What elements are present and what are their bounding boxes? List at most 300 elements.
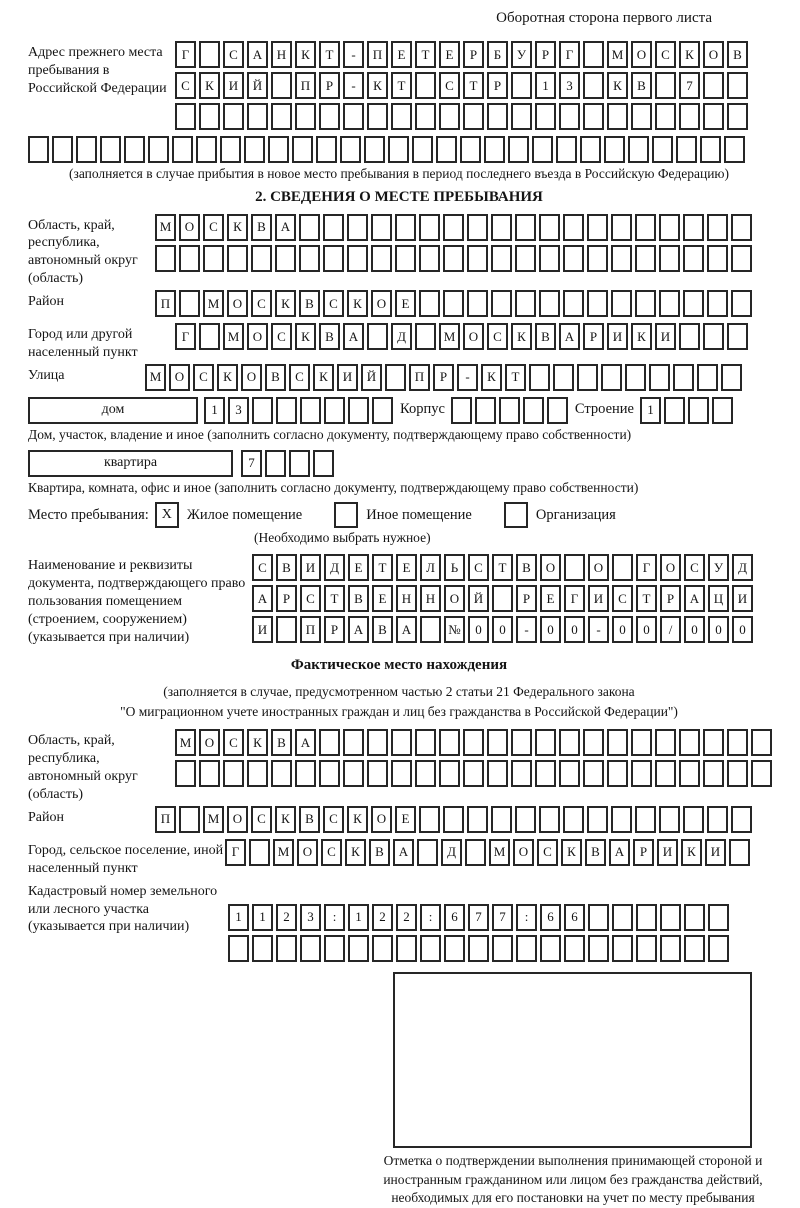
char-cell[interactable] (348, 397, 369, 424)
char-cell[interactable] (228, 935, 249, 962)
char-cell[interactable] (467, 214, 488, 241)
char-cell[interactable]: С (612, 585, 633, 612)
char-cell[interactable] (463, 760, 484, 787)
char-cell[interactable] (295, 760, 316, 787)
char-cell[interactable]: М (203, 290, 224, 317)
char-cell[interactable] (529, 364, 550, 391)
char-cell[interactable]: И (300, 554, 321, 581)
char-cell[interactable]: К (275, 290, 296, 317)
char-cell[interactable] (612, 935, 633, 962)
char-cell[interactable]: С (487, 323, 508, 350)
char-cell[interactable] (708, 904, 729, 931)
char-cell[interactable] (175, 103, 196, 130)
char-cell[interactable] (588, 935, 609, 962)
char-cell[interactable] (659, 806, 680, 833)
char-cell[interactable] (535, 760, 556, 787)
char-cell[interactable] (535, 103, 556, 130)
char-cell[interactable] (511, 729, 532, 756)
char-cell[interactable] (703, 72, 724, 99)
char-cell[interactable] (588, 904, 609, 931)
char-cell[interactable] (247, 760, 268, 787)
char-cell[interactable]: М (439, 323, 460, 350)
char-cell[interactable] (276, 616, 297, 643)
char-cell[interactable]: В (276, 554, 297, 581)
char-cell[interactable] (271, 103, 292, 130)
char-cell[interactable] (559, 760, 580, 787)
char-cell[interactable] (679, 103, 700, 130)
char-cell[interactable] (196, 136, 217, 163)
char-cell[interactable] (580, 136, 601, 163)
char-cell[interactable]: С (271, 323, 292, 350)
char-cell[interactable] (655, 72, 676, 99)
char-cell[interactable] (199, 323, 220, 350)
char-cell[interactable]: О (199, 729, 220, 756)
char-cell[interactable]: Ц (708, 585, 729, 612)
char-cell[interactable] (52, 136, 73, 163)
char-cell[interactable] (649, 364, 670, 391)
char-cell[interactable] (631, 729, 652, 756)
char-cell[interactable]: Е (540, 585, 561, 612)
char-cell[interactable]: Д (391, 323, 412, 350)
char-cell[interactable]: А (393, 839, 414, 866)
char-cell[interactable]: О (371, 806, 392, 833)
char-cell[interactable] (508, 136, 529, 163)
char-cell[interactable]: Т (319, 41, 340, 68)
char-cell[interactable]: К (607, 72, 628, 99)
char-cell[interactable] (295, 103, 316, 130)
char-cell[interactable]: Г (564, 585, 585, 612)
char-cell[interactable]: В (299, 806, 320, 833)
char-cell[interactable] (419, 806, 440, 833)
char-cell[interactable]: И (588, 585, 609, 612)
char-cell[interactable] (731, 806, 752, 833)
char-cell[interactable] (300, 397, 321, 424)
char-cell[interactable] (289, 450, 310, 477)
char-cell[interactable]: М (489, 839, 510, 866)
char-cell[interactable] (220, 136, 241, 163)
char-cell[interactable] (487, 760, 508, 787)
char-cell[interactable] (412, 136, 433, 163)
char-cell[interactable]: 0 (708, 616, 729, 643)
char-cell[interactable]: 2 (276, 904, 297, 931)
char-cell[interactable] (348, 935, 369, 962)
char-cell[interactable]: О (297, 839, 318, 866)
char-cell[interactable] (247, 103, 268, 130)
char-cell[interactable]: К (295, 323, 316, 350)
char-cell[interactable]: В (271, 729, 292, 756)
char-cell[interactable] (313, 450, 334, 477)
char-cell[interactable] (367, 323, 388, 350)
char-cell[interactable]: С (323, 290, 344, 317)
stay-option-organization-checkbox[interactable] (504, 502, 528, 528)
char-cell[interactable] (612, 904, 633, 931)
char-cell[interactable]: 0 (468, 616, 489, 643)
char-cell[interactable] (679, 729, 700, 756)
char-cell[interactable] (659, 290, 680, 317)
char-cell[interactable] (539, 806, 560, 833)
char-cell[interactable]: 0 (612, 616, 633, 643)
char-cell[interactable]: К (227, 214, 248, 241)
char-cell[interactable]: К (275, 806, 296, 833)
char-cell[interactable] (724, 136, 745, 163)
char-cell[interactable]: Т (372, 554, 393, 581)
char-cell[interactable] (175, 760, 196, 787)
char-cell[interactable] (751, 760, 772, 787)
char-cell[interactable] (636, 935, 657, 962)
char-cell[interactable] (547, 397, 568, 424)
char-cell[interactable] (319, 760, 340, 787)
char-cell[interactable]: Р (660, 585, 681, 612)
char-cell[interactable] (556, 136, 577, 163)
char-cell[interactable]: Р (433, 364, 454, 391)
char-cell[interactable] (583, 103, 604, 130)
char-cell[interactable]: А (684, 585, 705, 612)
char-cell[interactable]: Ь (444, 554, 465, 581)
char-cell[interactable] (636, 904, 657, 931)
char-cell[interactable]: Г (175, 323, 196, 350)
char-cell[interactable] (223, 760, 244, 787)
char-cell[interactable] (559, 103, 580, 130)
char-cell[interactable] (199, 760, 220, 787)
char-cell[interactable]: И (252, 616, 273, 643)
char-cell[interactable] (371, 214, 392, 241)
char-cell[interactable]: А (343, 323, 364, 350)
char-cell[interactable] (415, 760, 436, 787)
char-cell[interactable] (419, 214, 440, 241)
char-cell[interactable] (324, 935, 345, 962)
char-cell[interactable]: О (588, 554, 609, 581)
char-cell[interactable] (683, 245, 704, 272)
char-cell[interactable] (468, 935, 489, 962)
char-cell[interactable] (491, 214, 512, 241)
char-cell[interactable]: О (631, 41, 652, 68)
char-cell[interactable]: С (684, 554, 705, 581)
char-cell[interactable]: И (655, 323, 676, 350)
char-cell[interactable] (583, 41, 604, 68)
char-cell[interactable] (607, 760, 628, 787)
char-cell[interactable] (532, 136, 553, 163)
char-cell[interactable] (707, 214, 728, 241)
char-cell[interactable]: 0 (540, 616, 561, 643)
char-cell[interactable] (395, 214, 416, 241)
char-cell[interactable] (385, 364, 406, 391)
char-cell[interactable]: О (247, 323, 268, 350)
char-cell[interactable] (684, 935, 705, 962)
char-cell[interactable] (515, 290, 536, 317)
char-cell[interactable] (467, 290, 488, 317)
char-cell[interactable]: № (444, 616, 465, 643)
char-cell[interactable] (515, 806, 536, 833)
char-cell[interactable] (148, 136, 169, 163)
char-cell[interactable] (491, 806, 512, 833)
stay-option-residential-checkbox[interactable]: X (155, 502, 179, 528)
char-cell[interactable]: 7 (241, 450, 262, 477)
char-cell[interactable] (577, 364, 598, 391)
char-cell[interactable]: - (343, 72, 364, 99)
char-cell[interactable]: В (372, 616, 393, 643)
char-cell[interactable]: И (705, 839, 726, 866)
char-cell[interactable]: 1 (535, 72, 556, 99)
char-cell[interactable] (611, 806, 632, 833)
char-cell[interactable] (319, 729, 340, 756)
char-cell[interactable] (28, 136, 49, 163)
char-cell[interactable]: Г (636, 554, 657, 581)
char-cell[interactable] (372, 935, 393, 962)
char-cell[interactable]: Т (505, 364, 526, 391)
char-cell[interactable]: Н (420, 585, 441, 612)
char-cell[interactable] (635, 806, 656, 833)
char-cell[interactable]: К (511, 323, 532, 350)
char-cell[interactable] (499, 397, 520, 424)
char-cell[interactable] (587, 245, 608, 272)
char-cell[interactable]: С (175, 72, 196, 99)
char-cell[interactable]: О (227, 290, 248, 317)
char-cell[interactable]: 2 (396, 904, 417, 931)
char-cell[interactable]: Т (324, 585, 345, 612)
char-cell[interactable] (419, 290, 440, 317)
char-cell[interactable] (563, 245, 584, 272)
char-cell[interactable]: М (155, 214, 176, 241)
char-cell[interactable]: О (179, 214, 200, 241)
char-cell[interactable] (703, 760, 724, 787)
char-cell[interactable] (563, 290, 584, 317)
char-cell[interactable]: С (537, 839, 558, 866)
char-cell[interactable] (484, 136, 505, 163)
char-cell[interactable] (396, 935, 417, 962)
char-cell[interactable]: Е (439, 41, 460, 68)
char-cell[interactable] (467, 806, 488, 833)
char-cell[interactable]: М (203, 806, 224, 833)
char-cell[interactable]: С (439, 72, 460, 99)
char-cell[interactable]: А (396, 616, 417, 643)
char-cell[interactable]: С (300, 585, 321, 612)
char-cell[interactable]: У (511, 41, 532, 68)
char-cell[interactable]: И (607, 323, 628, 350)
char-cell[interactable]: С (321, 839, 342, 866)
char-cell[interactable] (664, 397, 685, 424)
char-cell[interactable]: Р (319, 72, 340, 99)
char-cell[interactable] (415, 323, 436, 350)
char-cell[interactable]: 7 (492, 904, 513, 931)
char-cell[interactable] (316, 136, 337, 163)
char-cell[interactable]: Б (487, 41, 508, 68)
char-cell[interactable] (611, 290, 632, 317)
char-cell[interactable]: 0 (732, 616, 753, 643)
char-cell[interactable] (443, 245, 464, 272)
char-cell[interactable] (340, 136, 361, 163)
char-cell[interactable] (467, 245, 488, 272)
char-cell[interactable]: Т (492, 554, 513, 581)
char-cell[interactable]: К (679, 41, 700, 68)
char-cell[interactable]: О (444, 585, 465, 612)
char-cell[interactable] (611, 214, 632, 241)
char-cell[interactable]: О (540, 554, 561, 581)
char-cell[interactable] (372, 397, 393, 424)
char-cell[interactable]: П (367, 41, 388, 68)
char-cell[interactable]: Й (468, 585, 489, 612)
char-cell[interactable]: Р (633, 839, 654, 866)
char-cell[interactable]: П (295, 72, 316, 99)
char-cell[interactable] (583, 72, 604, 99)
char-cell[interactable] (583, 729, 604, 756)
char-cell[interactable]: Д (732, 554, 753, 581)
char-cell[interactable] (523, 397, 544, 424)
char-cell[interactable]: У (708, 554, 729, 581)
char-cell[interactable]: С (223, 41, 244, 68)
char-cell[interactable] (300, 935, 321, 962)
char-cell[interactable] (516, 935, 537, 962)
char-cell[interactable] (463, 729, 484, 756)
char-cell[interactable]: А (559, 323, 580, 350)
char-cell[interactable]: М (175, 729, 196, 756)
char-cell[interactable] (487, 729, 508, 756)
char-cell[interactable]: М (273, 839, 294, 866)
char-cell[interactable] (415, 729, 436, 756)
char-cell[interactable] (721, 364, 742, 391)
char-cell[interactable]: Г (559, 41, 580, 68)
char-cell[interactable] (655, 760, 676, 787)
char-cell[interactable]: 1 (252, 904, 273, 931)
char-cell[interactable] (343, 729, 364, 756)
char-cell[interactable]: К (681, 839, 702, 866)
char-cell[interactable] (415, 103, 436, 130)
char-cell[interactable] (729, 839, 750, 866)
char-cell[interactable]: 6 (540, 904, 561, 931)
char-cell[interactable] (76, 136, 97, 163)
char-cell[interactable]: Р (516, 585, 537, 612)
char-cell[interactable] (347, 214, 368, 241)
char-cell[interactable] (319, 103, 340, 130)
char-cell[interactable] (679, 323, 700, 350)
char-cell[interactable] (688, 397, 709, 424)
char-cell[interactable] (251, 245, 272, 272)
char-cell[interactable]: 2 (372, 904, 393, 931)
char-cell[interactable]: К (295, 41, 316, 68)
char-cell[interactable]: : (420, 904, 441, 931)
char-cell[interactable]: К (631, 323, 652, 350)
char-cell[interactable] (367, 760, 388, 787)
char-cell[interactable] (731, 245, 752, 272)
char-cell[interactable]: И (657, 839, 678, 866)
char-cell[interactable]: К (199, 72, 220, 99)
char-cell[interactable] (539, 214, 560, 241)
char-cell[interactable]: А (609, 839, 630, 866)
char-cell[interactable] (631, 760, 652, 787)
char-cell[interactable]: В (516, 554, 537, 581)
char-cell[interactable]: Т (391, 72, 412, 99)
char-cell[interactable] (492, 585, 513, 612)
char-cell[interactable]: О (241, 364, 262, 391)
char-cell[interactable]: Е (348, 554, 369, 581)
char-cell[interactable]: В (585, 839, 606, 866)
char-cell[interactable]: 0 (492, 616, 513, 643)
char-cell[interactable] (451, 397, 472, 424)
char-cell[interactable]: С (251, 806, 272, 833)
char-cell[interactable] (684, 904, 705, 931)
char-cell[interactable]: 0 (684, 616, 705, 643)
char-cell[interactable]: В (265, 364, 286, 391)
char-cell[interactable]: П (155, 806, 176, 833)
char-cell[interactable]: Г (175, 41, 196, 68)
char-cell[interactable]: Т (415, 41, 436, 68)
char-cell[interactable]: П (155, 290, 176, 317)
char-cell[interactable]: Р (276, 585, 297, 612)
char-cell[interactable] (199, 41, 220, 68)
char-cell[interactable]: К (217, 364, 238, 391)
char-cell[interactable]: М (223, 323, 244, 350)
char-cell[interactable]: В (369, 839, 390, 866)
char-cell[interactable]: Е (395, 290, 416, 317)
char-cell[interactable] (655, 729, 676, 756)
char-cell[interactable] (727, 760, 748, 787)
char-cell[interactable] (751, 729, 772, 756)
char-cell[interactable]: Н (271, 41, 292, 68)
char-cell[interactable] (659, 214, 680, 241)
char-cell[interactable]: - (457, 364, 478, 391)
char-cell[interactable] (535, 729, 556, 756)
char-cell[interactable]: С (252, 554, 273, 581)
char-cell[interactable]: Й (361, 364, 382, 391)
char-cell[interactable]: Й (247, 72, 268, 99)
char-cell[interactable]: 1 (204, 397, 225, 424)
char-cell[interactable]: Р (324, 616, 345, 643)
char-cell[interactable]: О (169, 364, 190, 391)
char-cell[interactable]: Е (395, 806, 416, 833)
char-cell[interactable] (712, 397, 733, 424)
char-cell[interactable]: 3 (300, 904, 321, 931)
char-cell[interactable] (659, 245, 680, 272)
char-cell[interactable] (388, 136, 409, 163)
char-cell[interactable] (417, 839, 438, 866)
char-cell[interactable] (601, 364, 622, 391)
char-cell[interactable]: П (409, 364, 430, 391)
char-cell[interactable] (443, 214, 464, 241)
char-cell[interactable]: О (703, 41, 724, 68)
char-cell[interactable] (199, 103, 220, 130)
char-cell[interactable]: Е (372, 585, 393, 612)
char-cell[interactable]: 3 (228, 397, 249, 424)
char-cell[interactable]: И (337, 364, 358, 391)
char-cell[interactable]: А (247, 41, 268, 68)
char-cell[interactable] (249, 839, 270, 866)
char-cell[interactable]: 6 (444, 904, 465, 931)
char-cell[interactable] (439, 760, 460, 787)
char-cell[interactable] (275, 245, 296, 272)
char-cell[interactable] (683, 290, 704, 317)
char-cell[interactable]: Д (441, 839, 462, 866)
char-cell[interactable] (323, 214, 344, 241)
char-cell[interactable] (631, 103, 652, 130)
char-cell[interactable]: А (275, 214, 296, 241)
char-cell[interactable]: И (732, 585, 753, 612)
char-cell[interactable] (179, 806, 200, 833)
char-cell[interactable] (463, 103, 484, 130)
char-cell[interactable] (227, 245, 248, 272)
char-cell[interactable]: В (348, 585, 369, 612)
char-cell[interactable] (673, 364, 694, 391)
char-cell[interactable]: Д (324, 554, 345, 581)
char-cell[interactable]: К (367, 72, 388, 99)
char-cell[interactable] (511, 103, 532, 130)
char-cell[interactable] (347, 245, 368, 272)
char-cell[interactable] (731, 290, 752, 317)
char-cell[interactable]: К (561, 839, 582, 866)
char-cell[interactable]: А (348, 616, 369, 643)
char-cell[interactable] (612, 554, 633, 581)
char-cell[interactable] (276, 397, 297, 424)
char-cell[interactable] (625, 364, 646, 391)
char-cell[interactable] (583, 760, 604, 787)
